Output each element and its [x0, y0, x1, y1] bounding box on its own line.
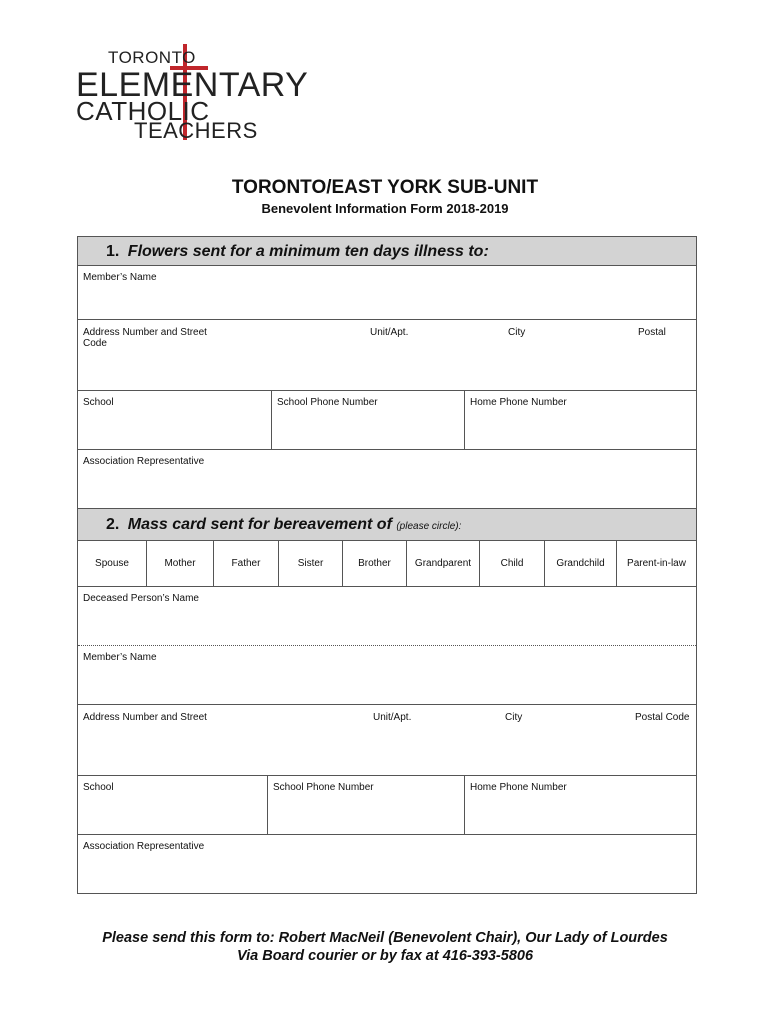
s1-city-label: City	[508, 327, 526, 338]
s1-school-field[interactable]	[78, 391, 271, 449]
s2-school-phone-field[interactable]	[267, 776, 464, 834]
s2-assoc-rep-row[interactable]	[78, 835, 696, 893]
relation-options	[78, 541, 696, 587]
logo-line-3: CATHOLIC	[76, 96, 210, 126]
section-2-hint: (please circle):	[396, 521, 462, 532]
relation-grandchild[interactable]: Grandchild	[544, 541, 616, 586]
relation-parent-in-law[interactable]: Parent-in-law	[616, 541, 696, 586]
s1-postal-label: Postal	[638, 327, 666, 338]
relation-mother[interactable]: Mother	[146, 541, 213, 586]
s2-deceased-name-label: Deceased Person’s Name	[83, 593, 199, 604]
s1-unit-label: Unit/Apt.	[370, 327, 409, 338]
footer-line-1: Please send this form to: Robert MacNeil (Benevolent Chair), Our Lady of Lourdes	[102, 930, 668, 946]
s1-school-phone-label: School Phone Number	[277, 397, 378, 408]
logo-line-4: TEACHERS	[134, 118, 258, 143]
s2-postal-label: Postal Code	[635, 712, 690, 723]
s1-address-labels	[78, 320, 696, 390]
page-title: TORONTO/EAST YORK SUB-UNIT	[231, 177, 539, 198]
s1-school-label: School	[83, 397, 114, 408]
s2-home-phone-label: Home Phone Number	[470, 782, 567, 793]
footer-line-2: Via Board courier or by fax at 416-393-5806	[236, 948, 534, 964]
section-2-number: 2.	[106, 516, 120, 533]
s2-members-name-row[interactable]	[78, 646, 696, 705]
logo	[76, 44, 309, 144]
section-1-number: 1.	[106, 243, 120, 260]
relation-child[interactable]: Child	[479, 541, 544, 586]
s2-address-labels	[78, 705, 696, 775]
s2-home-phone-field[interactable]	[464, 776, 696, 834]
s1-members-name-row[interactable]	[78, 266, 696, 320]
s2-school-row	[78, 776, 696, 835]
s2-address-row[interactable]	[78, 705, 696, 776]
relation-sister[interactable]: Sister	[278, 541, 342, 586]
s2-members-name-label: Member’s Name	[83, 652, 157, 663]
s1-home-phone-field[interactable]	[464, 391, 696, 449]
s2-city-label: City	[505, 712, 523, 723]
s2-deceased-name-row[interactable]	[78, 587, 696, 646]
s2-school-phone-label: School Phone Number	[273, 782, 374, 793]
relation-father[interactable]: Father	[213, 541, 278, 586]
s1-school-row	[78, 391, 696, 450]
section-2-header	[78, 509, 696, 541]
page-subtitle: Benevolent Information Form 2018-2019	[261, 201, 509, 216]
relation-brother[interactable]: Brother	[342, 541, 406, 586]
footer-instructions	[0, 929, 770, 965]
s2-unit-label: Unit/Apt.	[373, 712, 412, 723]
s1-address-label: Address Number and Street Code	[83, 327, 207, 349]
s2-assoc-rep-label: Association Representative	[83, 841, 205, 852]
benevolent-form	[77, 236, 697, 894]
logo-line-2: ELEMENTARY	[76, 66, 309, 104]
s1-assoc-rep-label: Association Representative	[83, 456, 205, 467]
section-1-title: Flowers sent for a minimum ten days illness to:	[127, 243, 489, 260]
s1-home-phone-label: Home Phone Number	[470, 397, 567, 408]
logo-line-1: TORONTO	[108, 48, 196, 67]
s1-school-phone-field[interactable]	[271, 391, 464, 449]
s2-school-label: School	[83, 782, 114, 793]
s2-address-label: Address Number and Street	[83, 712, 207, 723]
s2-school-field[interactable]	[78, 776, 267, 834]
section-2-title: Mass card sent for bereavement of	[127, 516, 392, 533]
relation-spouse[interactable]: Spouse	[95, 558, 129, 569]
relation-grandparent[interactable]: Grandparent	[406, 541, 479, 586]
s1-address-row[interactable]	[78, 320, 696, 391]
section-1-header	[78, 237, 696, 266]
s1-assoc-rep-row[interactable]	[78, 450, 696, 509]
s1-members-name-label: Member’s Name	[83, 272, 157, 283]
